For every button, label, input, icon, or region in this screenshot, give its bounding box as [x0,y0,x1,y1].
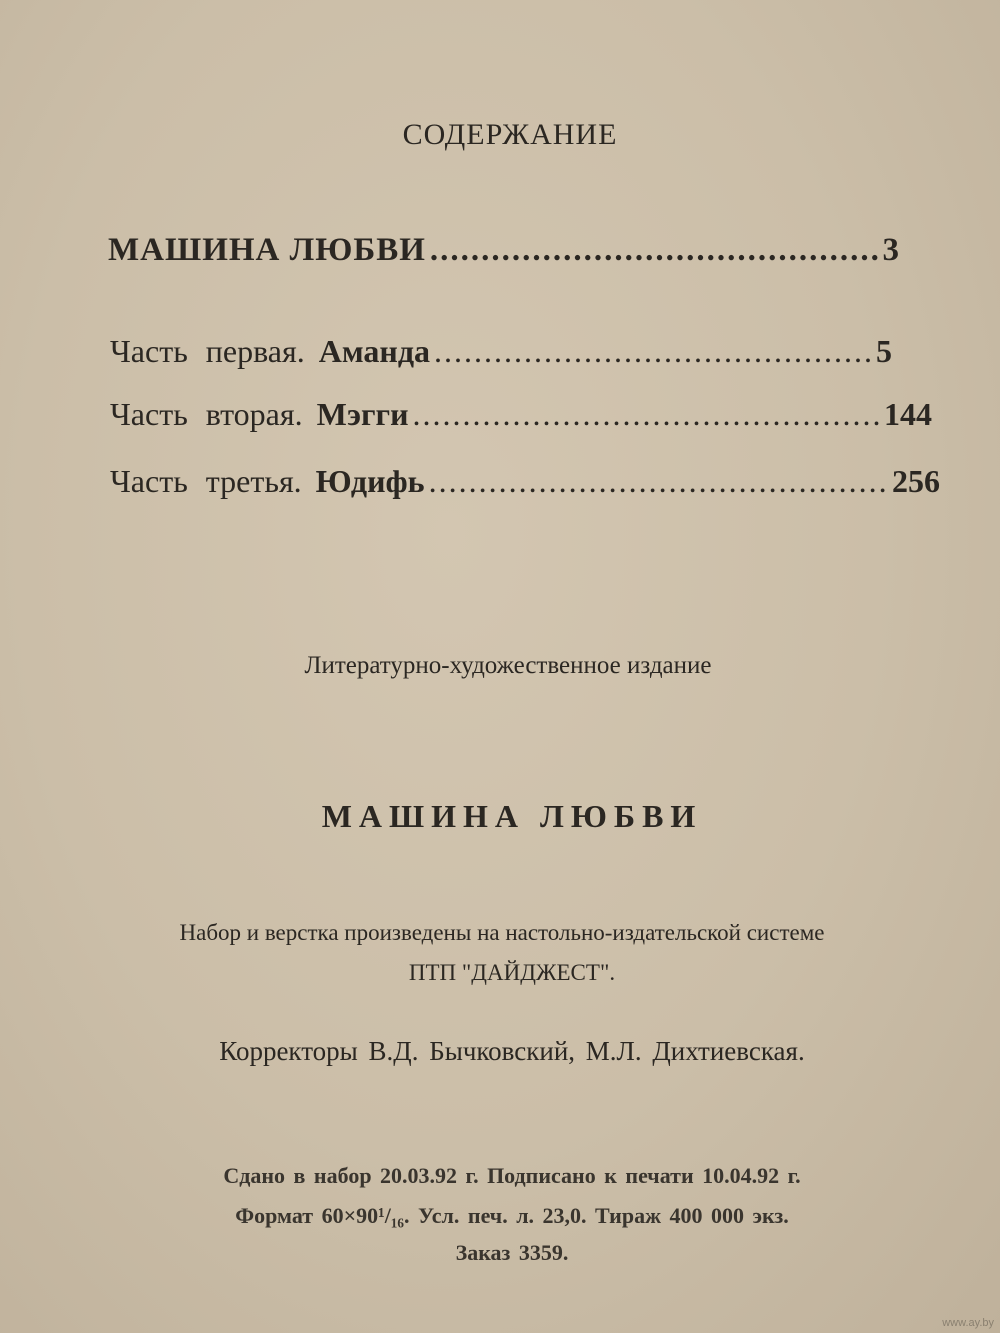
toc-part-name: Аманда [318,333,431,369]
imprint-format: Формат 60×90¹/₁₆. Усл. печ. л. 23,0. Тираж 400 000 экз. [235,1203,789,1228]
correctors-line: Корректоры В.Д. Бычковский, М.Л. Дихтиевская. [219,1036,805,1066]
toc-leader-dots [413,396,881,433]
toc-part-name: Юдифь [315,463,425,499]
toc-part-entry [110,333,892,370]
publisher-name: ПТП "ДАЙДЖЕСТ". [408,960,616,985]
toc-part-page: 5 [876,333,892,369]
toc-part-page: 144 [884,396,932,432]
imprint-order: Заказ 3359. [455,1240,569,1265]
toc-main-page: 3 [882,232,900,268]
toc-main-entry [108,232,900,269]
toc-part-entry [110,463,940,500]
toc-part-page: 256 [892,463,940,499]
toc-leader-dots [429,463,888,500]
typesetting-note: Набор и верстка произведены на настольно-издательской системе [179,920,825,945]
toc-main-title: МАШИНА ЛЮБВИ [108,232,426,268]
toc-part-label: Часть первая. [110,333,305,369]
contents-heading: СОДЕРЖАНИЕ [402,118,618,151]
imprint-dates: Сдано в набор 20.03.92 г. Подписано к печати 10.04.92 г. [223,1163,801,1188]
toc-part-label: Часть вторая. [110,396,303,432]
toc-leader-dots [434,333,872,370]
toc-part-label: Часть третья. [110,463,302,499]
toc-part-entry [110,396,932,433]
toc-part-name: Мэгги [316,396,409,432]
edition-type: Литературно-художественное издание [304,652,712,679]
book-title: МАШИНА ЛЮБВИ [321,798,703,834]
watermark-text: www.ay.by [942,1317,994,1329]
toc-leader-dots [430,232,879,269]
